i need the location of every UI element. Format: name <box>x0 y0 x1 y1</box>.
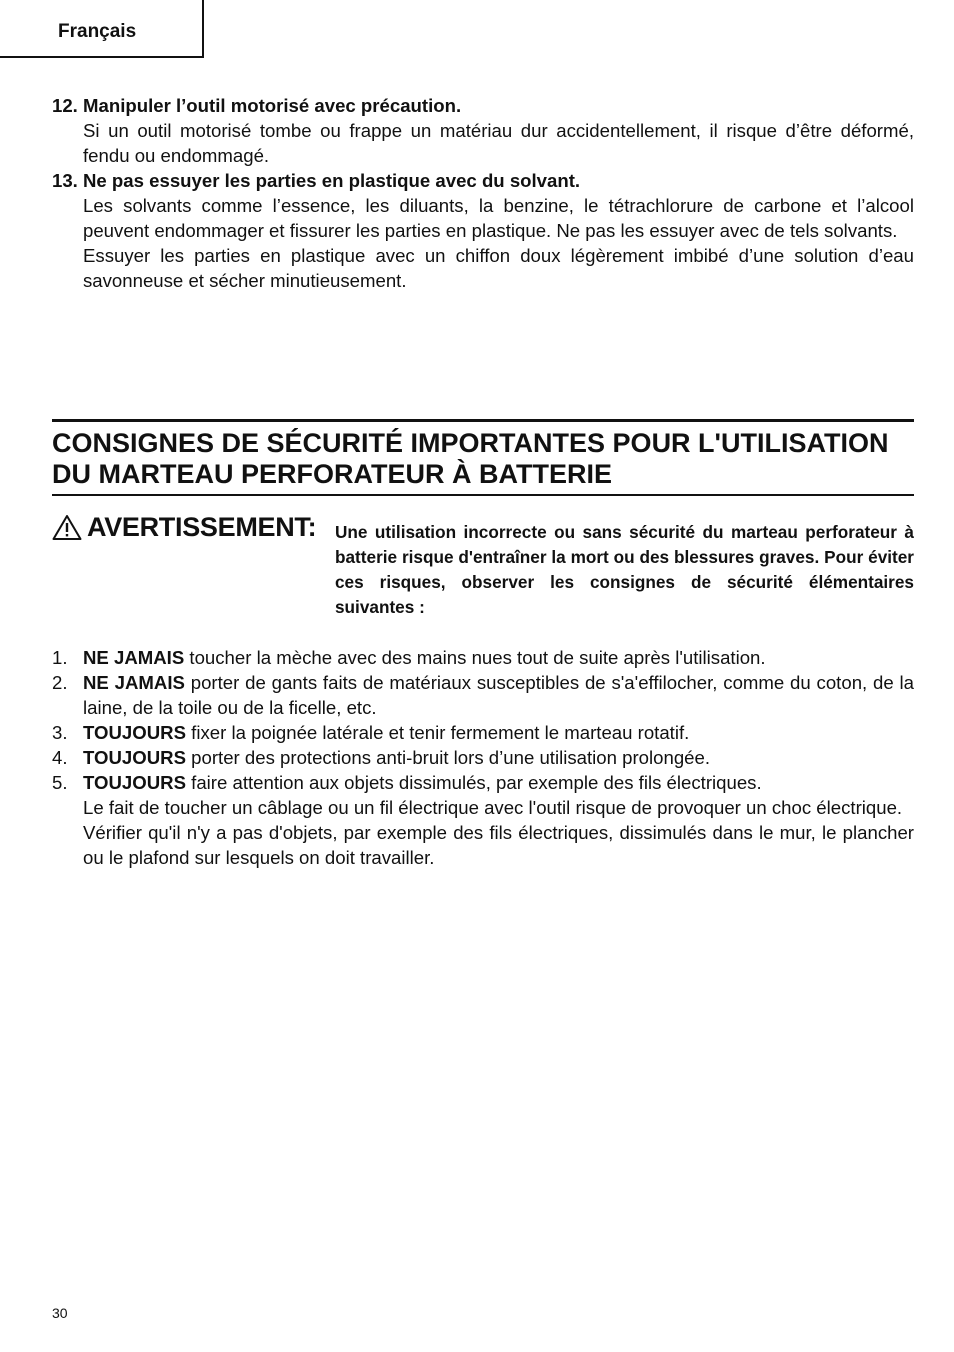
page-number: 30 <box>52 1305 68 1321</box>
safety-rule-lead: TOUJOURS <box>83 772 186 793</box>
rule-paragraph: Essuyer les parties en plastique avec un chiffon doux légèrement imbibé d’une solution d’eau savonneuse et sécher minutieusement. <box>83 245 914 291</box>
rule-paragraph: Les solvants comme l’essence, les diluants, la benzine, le tétrachlorure de carbone et l’alcool peuvent endommager et fissurer les parties en plastique. Ne pas les essuyer avec de tels solvants. <box>83 195 914 241</box>
rule-title: Ne pas essuyer les parties en plastique avec du solvant. <box>83 170 581 191</box>
safety-rule-lead: TOUJOURS <box>83 747 186 768</box>
safety-rule-text <box>83 670 914 720</box>
warning-label: AVERTISSEMENT: <box>87 512 317 542</box>
rule-item-13 <box>52 168 914 293</box>
safety-rule-number: 2. <box>52 672 68 693</box>
safety-rule-lead: TOUJOURS <box>83 722 186 743</box>
safety-rule-text <box>83 720 914 745</box>
warning-triangle-icon <box>52 514 82 541</box>
safety-rule-body: toucher la mèche avec des mains nues tout de suite après l'utilisation. <box>184 647 766 668</box>
safety-rule-lead: NE JAMAIS <box>83 672 185 693</box>
rule-paragraph: Si un outil motorisé tombe ou frappe un matériau dur accidentellement, il risque d’être déformé, fendu ou endommagé. <box>83 120 914 166</box>
safety-rules-list <box>52 645 914 870</box>
safety-rule-body: fixer la poignée latérale et tenir fermement le marteau rotatif. <box>185 722 690 743</box>
safety-rule-extra: Le fait de toucher un câblage ou un fil électrique avec l'outil risque de provoquer un choc électrique. <box>83 797 903 818</box>
safety-rule-text <box>83 770 914 795</box>
safety-rule-lead: NE JAMAIS <box>83 647 185 668</box>
safety-rule-item <box>52 770 914 870</box>
safety-rule-item <box>52 670 914 720</box>
rule-number: 13. <box>52 170 78 191</box>
rules-continued-list <box>52 93 914 293</box>
safety-rule-text <box>83 645 914 670</box>
safety-rule-text <box>83 745 914 770</box>
safety-rule-item <box>52 720 914 745</box>
safety-rule-body: faire attention aux objets dissimulés, par exemple des fils électriques. <box>185 772 762 793</box>
section-title-line-1: CONSIGNES DE SÉCURITÉ IMPORTANTES POUR L'UTILISATION <box>52 428 889 458</box>
rule-title: Manipuler l’outil motorisé avec précaution. <box>83 95 462 116</box>
section-title-line-2: DU MARTEAU PERFORATEUR À BATTERIE <box>52 459 612 489</box>
safety-rule-number: 1. <box>52 647 68 668</box>
safety-rule-extra: Vérifier qu'il n'y a pas d'objets, par exemple des fils électriques, dissimulés dans le mur, le plancher ou le plafond sur lesquels on doit travailler. <box>83 822 914 868</box>
section-heading <box>52 419 914 496</box>
safety-rule-body: porter de gants faits de matériaux susceptibles de s'a'effilocher, comme du coton, de la laine, de la toile ou de la ficelle, etc. <box>83 672 914 718</box>
safety-rule-item <box>52 645 914 670</box>
language-label: Français <box>58 21 137 42</box>
safety-rule-item <box>52 745 914 770</box>
safety-rule-number: 4. <box>52 747 68 768</box>
warning-text: Une utilisation incorrecte ou sans sécurité du marteau perforateur à batterie risque d'entraîner la mort ou des blessures graves. Pour éviter ces risques, observer les consignes de sécurité élémentaires suivantes : <box>335 522 914 617</box>
rule-number: 12. <box>52 95 78 116</box>
rule-item-12 <box>52 93 914 168</box>
safety-rule-number: 3. <box>52 722 68 743</box>
safety-rule-number: 5. <box>52 772 68 793</box>
safety-rule-body: porter des protections anti-bruit lors d’une utilisation prolongée. <box>185 747 711 768</box>
warning-heading <box>52 512 316 543</box>
language-tab <box>0 0 204 58</box>
